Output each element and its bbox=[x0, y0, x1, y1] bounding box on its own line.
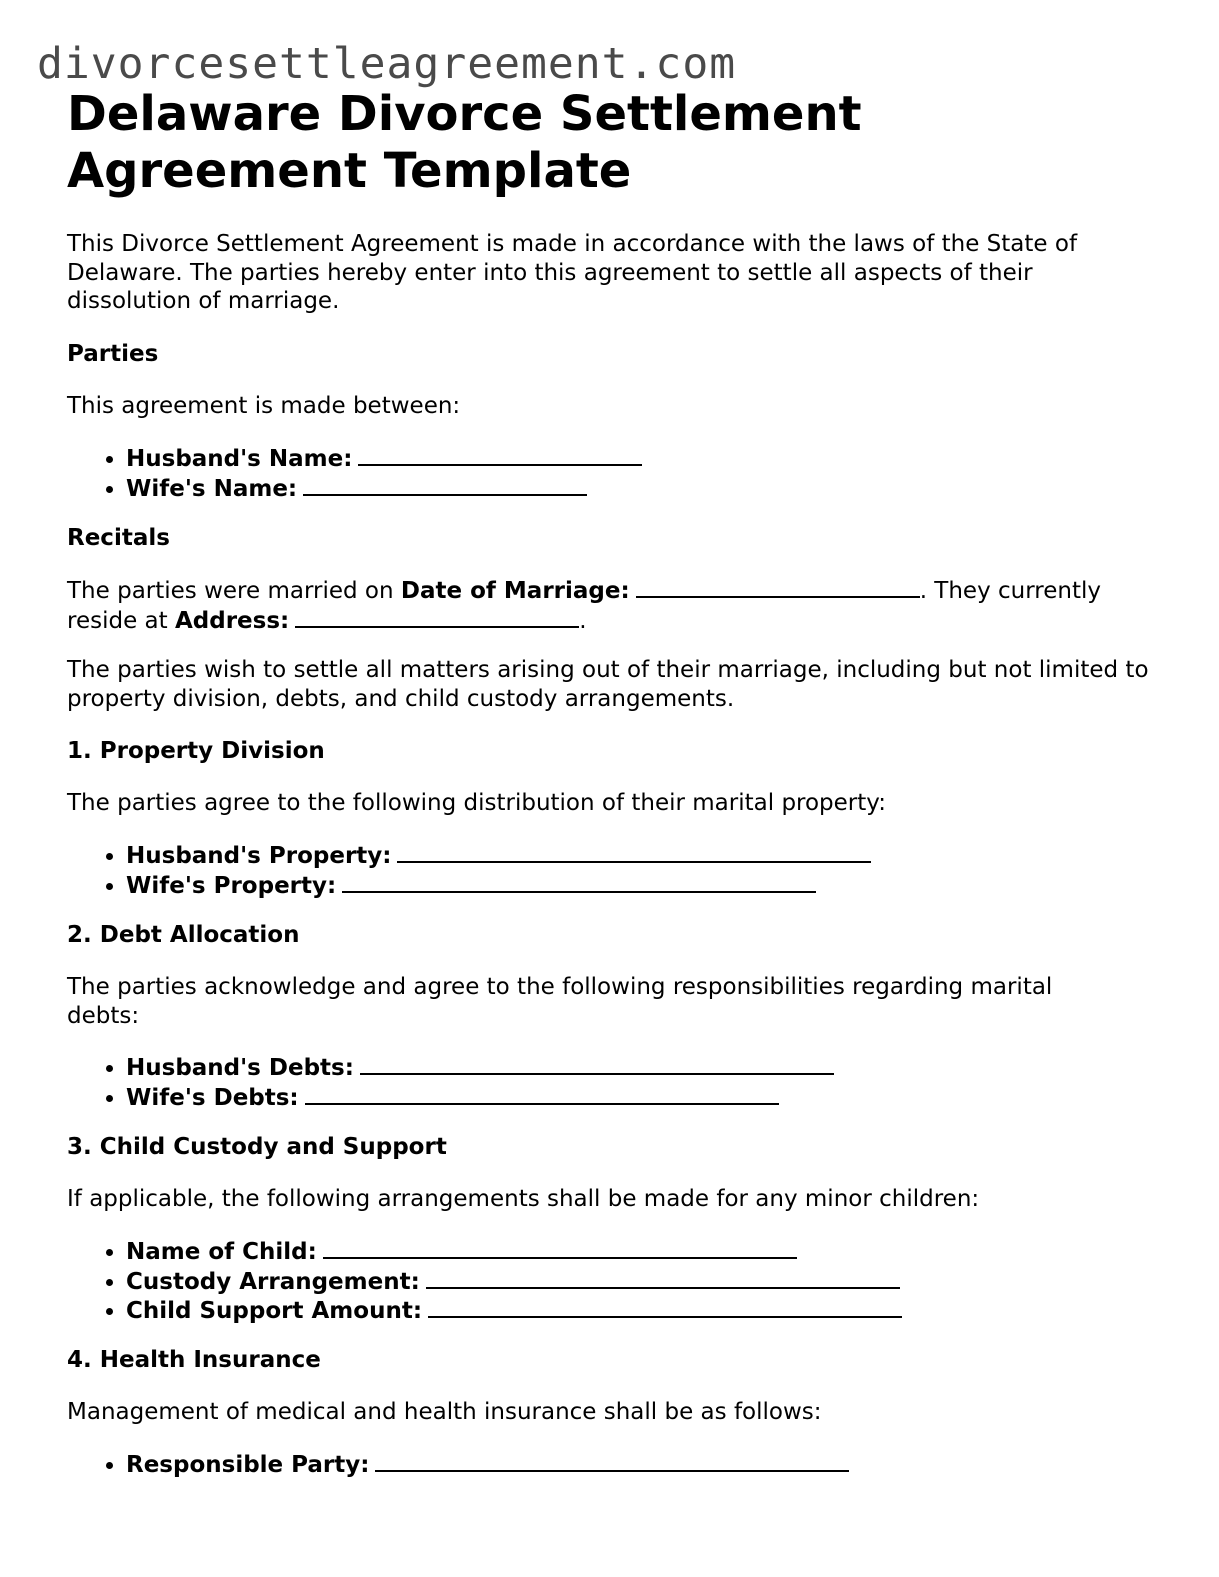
recitals-paragraph bbox=[67, 576, 1147, 635]
recitals-heading: Recitals bbox=[67, 525, 170, 551]
field-label: Wife's Debts: bbox=[126, 1084, 299, 1111]
field-label: Custody Arrangement: bbox=[126, 1268, 420, 1295]
property-heading: 1. Property Division bbox=[67, 738, 325, 764]
intro-paragraph: This Divorce Settlement Agreement is made in accordance with the laws of the State of Delaware. The parties hereby enter into this agreement to settle all aspects of their dissolution of marriage. bbox=[67, 231, 1078, 314]
field-husband-property bbox=[126, 841, 871, 871]
blank-line[interactable] bbox=[342, 871, 816, 893]
recitals-text-start: The parties were married on bbox=[67, 578, 394, 604]
parties-fields bbox=[67, 444, 642, 503]
date-of-marriage-label: Date of Marriage: bbox=[400, 578, 630, 604]
insurance-heading: 4. Health Insurance bbox=[67, 1347, 321, 1373]
blank-line[interactable] bbox=[426, 1267, 900, 1289]
field-child-support-amount bbox=[126, 1296, 902, 1326]
recitals-text-mid: . They currently reside at bbox=[67, 578, 1101, 634]
custody-heading: 3. Child Custody and Support bbox=[67, 1134, 447, 1160]
blank-line[interactable] bbox=[428, 1296, 902, 1318]
field-label: Wife's Property: bbox=[126, 872, 337, 899]
debt-text: The parties acknowledge and agree to the following responsibilities regarding marital debts: bbox=[67, 974, 1053, 1029]
property-text: The parties agree to the following distribution of their marital property: bbox=[67, 790, 886, 816]
recitals-paragraph-2: The parties wish to settle all matters arising out of their marriage, including but not limited to property division, debts, and child custody arrangements. bbox=[67, 657, 1149, 712]
field-wife-property bbox=[126, 871, 871, 901]
field-wife-debts bbox=[126, 1083, 834, 1113]
debt-heading: 2. Debt Allocation bbox=[67, 922, 300, 948]
field-custody-arrangement bbox=[126, 1267, 902, 1297]
field-label: Responsible Party: bbox=[126, 1452, 370, 1478]
field-name-of-child bbox=[126, 1237, 902, 1267]
field-label: Wife's Name: bbox=[126, 475, 298, 502]
blank-line[interactable] bbox=[323, 1237, 797, 1259]
property-fields bbox=[67, 841, 871, 900]
field-label: Husband's Name: bbox=[126, 446, 353, 472]
field-label: Husband's Debts: bbox=[126, 1055, 354, 1081]
insurance-fields bbox=[67, 1450, 849, 1480]
field-label: Name of Child: bbox=[126, 1239, 317, 1265]
blank-line[interactable] bbox=[397, 841, 871, 863]
parties-heading: Parties bbox=[67, 341, 159, 367]
field-label: Child Support Amount: bbox=[126, 1298, 423, 1324]
field-wife-name bbox=[126, 474, 642, 504]
parties-text: This agreement is made between: bbox=[67, 393, 461, 419]
custody-fields bbox=[67, 1237, 902, 1326]
address-blank[interactable] bbox=[295, 606, 579, 628]
field-responsible-party bbox=[126, 1450, 849, 1480]
field-label: Husband's Property: bbox=[126, 843, 392, 869]
custody-text: If applicable, the following arrangements shall be made for any minor children: bbox=[67, 1186, 980, 1212]
site-watermark: divorcesettleagreement.com bbox=[37, 39, 737, 89]
debt-fields bbox=[67, 1053, 834, 1112]
recitals-text-end: . bbox=[579, 607, 587, 634]
blank-line[interactable] bbox=[375, 1450, 849, 1472]
blank-line[interactable] bbox=[305, 1083, 779, 1105]
blank-line[interactable] bbox=[360, 1053, 834, 1075]
page-title: Delaware Divorce Settlement Agreement Template bbox=[67, 86, 862, 199]
field-husband-name bbox=[126, 444, 642, 474]
address-label: Address: bbox=[174, 607, 290, 634]
insurance-text: Management of medical and health insurance shall be as follows: bbox=[67, 1399, 822, 1425]
blank-line[interactable] bbox=[303, 474, 587, 496]
blank-line[interactable] bbox=[358, 444, 642, 466]
date-of-marriage-blank[interactable] bbox=[636, 576, 920, 598]
field-husband-debts bbox=[126, 1053, 834, 1083]
